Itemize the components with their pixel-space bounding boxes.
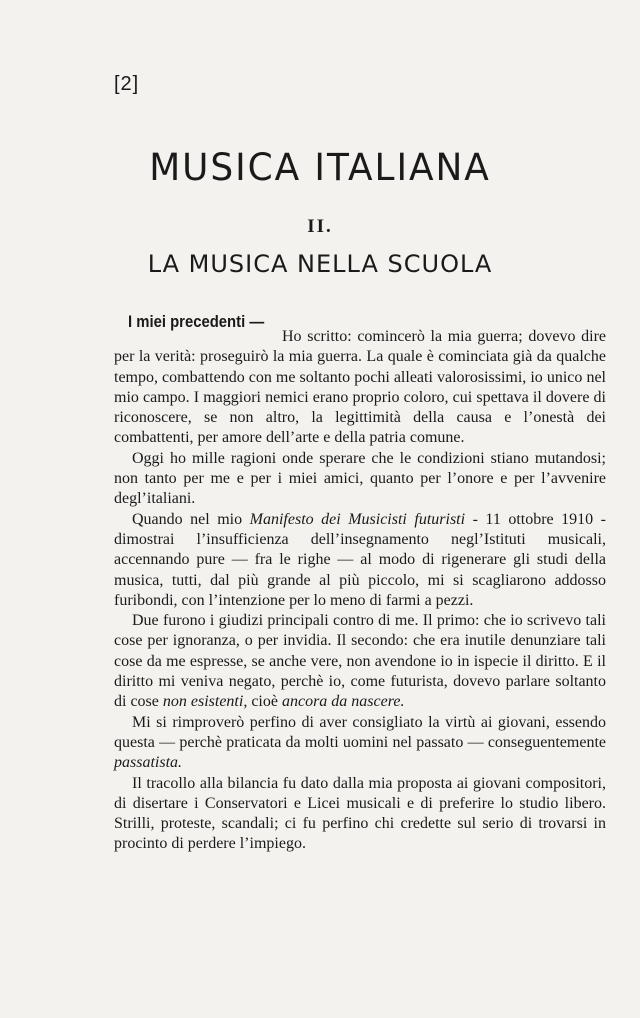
section-number: II.	[307, 216, 333, 237]
paragraph: Quando nel mio Manifesto dei Musicisti futuristi - 11 ottobre 1910 - dimostrai l’insufficienza dell’insegnamento negl’Istituti musicali, accennando pure — fra le righe — al modo di rigenerare gli studi della musica, tutti, dal più grande al più piccolo, mi si scagliarono addosso furibondi, con l’intenzione per lo meno di farmi a pezzi.	[114, 510, 607, 609]
body-text	[114, 327, 606, 855]
paragraph: Oggi ho mille ragioni onde sperare che le condizioni stiano mutandosi; non tanto per me e per i miei amici, quanto per l’onore e per l’avvenire degl’italiani.	[114, 449, 606, 508]
paragraph: Mi si rimproverò perfino di aver consigliato la virtù ai giovani, essendo questa — perchè praticata da molti uomini nel passato — conseguentemente passatista.	[114, 713, 606, 772]
paragraph: Due furono i giudizi principali contro di me. Il primo: che io scrivevo tali cose per ignoranza, o per invidia. Il secondo: che era inutile denunziare tali cose da me espresse, se anche vere, non avendone io in ispecie il diritto. E il diritto mi veniva negato, perchè io, come futurista, dovevo parlare soltanto di cose non esistenti, cioè ancora da nascere.	[114, 612, 606, 711]
page-number: [2]	[114, 73, 140, 95]
manifesto-title: Manifesto dei Musicisti futuristi	[249, 510, 466, 528]
section-heading: I miei precedenti —	[128, 313, 265, 331]
section-subtitle: LA MUSICA NELLA SCUOLA	[147, 250, 493, 278]
page-title: MUSICA ITALIANA	[149, 146, 491, 189]
paragraph: Ho scritto: comincerò la mia guerra; dovevo dire per la verità: proseguirò la mia guerra. La quale è cominciata già da qualche tempo, combattendo con me soltanto pochi alleati valorosissimi, io unico nel mio campo. I maggiori nemici erano proprio coloro, cui spettava il dovere di riconoscere, se non altro, la legittimità della causa e l’onestà dei combattenti, per amore dell’arte e della patria comune.	[114, 328, 606, 447]
paragraph: Il tracollo alla bilancia fu dato dalla mia proposta ai giovani compositori, di disertare i Conservatori e Licei musicali e di preferire lo studio libero. Strilli, proteste, scandali; ci fu perfino chi credette sul serio di trovarsi in procinto di perdere l’impiego.	[114, 774, 606, 853]
